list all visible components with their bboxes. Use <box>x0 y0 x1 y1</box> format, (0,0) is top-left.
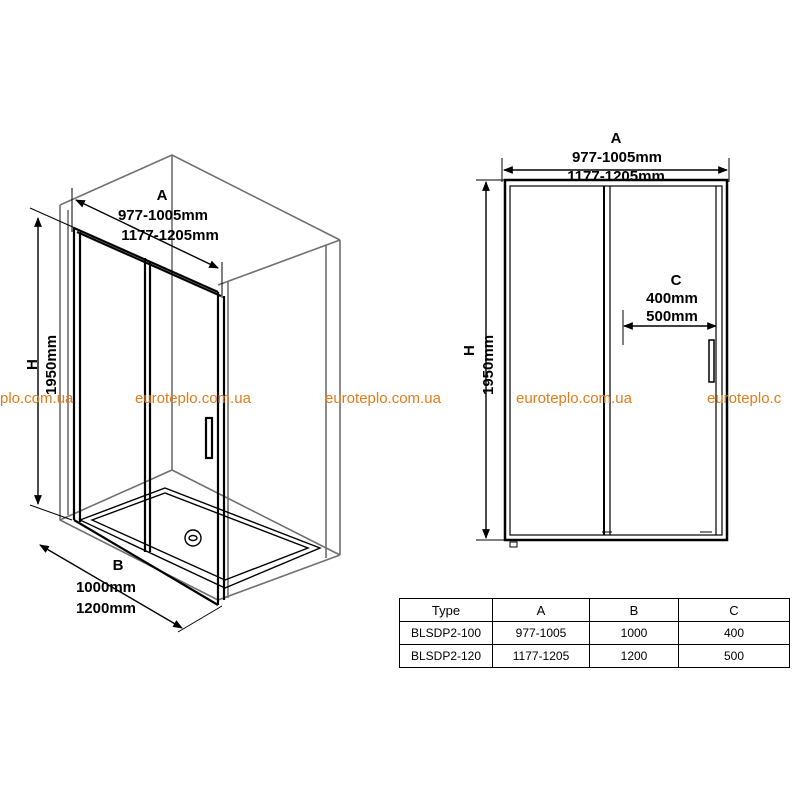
iso-dim-b-line1: 1000mm <box>75 579 137 596</box>
front-dim-h-value: 1950mm <box>480 334 497 395</box>
door-frame <box>74 228 224 605</box>
watermark-row <box>0 390 782 407</box>
iso-dim-h-value: 1950mm <box>43 334 60 395</box>
door-handle-icon <box>206 418 212 458</box>
iso-dim-b-line2: 1200mm <box>75 600 137 617</box>
table-cell: 1000 <box>590 622 679 645</box>
front-frame <box>505 180 727 547</box>
table-header: Type <box>400 599 493 622</box>
front-dim-a-letter: A <box>610 130 622 147</box>
table-header: A <box>493 599 590 622</box>
watermark-text: euroteplo.com.ua <box>135 390 251 407</box>
table-cell: 1177-1205 <box>493 645 590 668</box>
front-dim-c-letter: C <box>670 272 682 289</box>
iso-dim-a-line1: 977-1005mm <box>117 207 209 224</box>
watermark-text: euroteplo.com.ua <box>516 390 632 407</box>
table-cell: 1200 <box>590 645 679 668</box>
iso-dim-h-letter: H <box>24 359 41 370</box>
table-cell: BLSDP2-100 <box>400 622 493 645</box>
front-dim-c-line2: 500mm <box>646 308 698 325</box>
front-view <box>461 130 729 547</box>
watermark-text: plo.com.ua <box>0 390 74 407</box>
iso-dim-a-line2: 1177-1205mm <box>121 227 219 244</box>
table-cell: 500 <box>679 645 790 668</box>
dimension-table <box>399 598 790 668</box>
table-cell: 977-1005 <box>493 622 590 645</box>
watermark-text: euroteplo.c <box>707 390 782 407</box>
front-dim-c-line1: 400mm <box>646 290 698 307</box>
front-dim-h-letter: H <box>461 345 478 356</box>
front-dim-a-line1: 977-1005mm <box>571 149 663 166</box>
table-header: B <box>590 599 679 622</box>
watermark-text: euroteplo.com.ua <box>325 390 441 407</box>
table-cell: BLSDP2-120 <box>400 645 493 668</box>
front-dim-a-line2: 1177-1205mm <box>567 168 665 185</box>
front-handle-icon <box>709 340 714 382</box>
table-row <box>400 645 790 668</box>
iso-dim-a-letter: A <box>156 187 168 204</box>
table-header-row <box>400 599 790 622</box>
table-header: C <box>679 599 790 622</box>
table-row <box>400 622 790 645</box>
front-foot-icon <box>510 542 517 547</box>
iso-dim-b-letter: B <box>112 557 124 574</box>
drain-icon <box>185 530 201 546</box>
table-cell: 400 <box>679 622 790 645</box>
